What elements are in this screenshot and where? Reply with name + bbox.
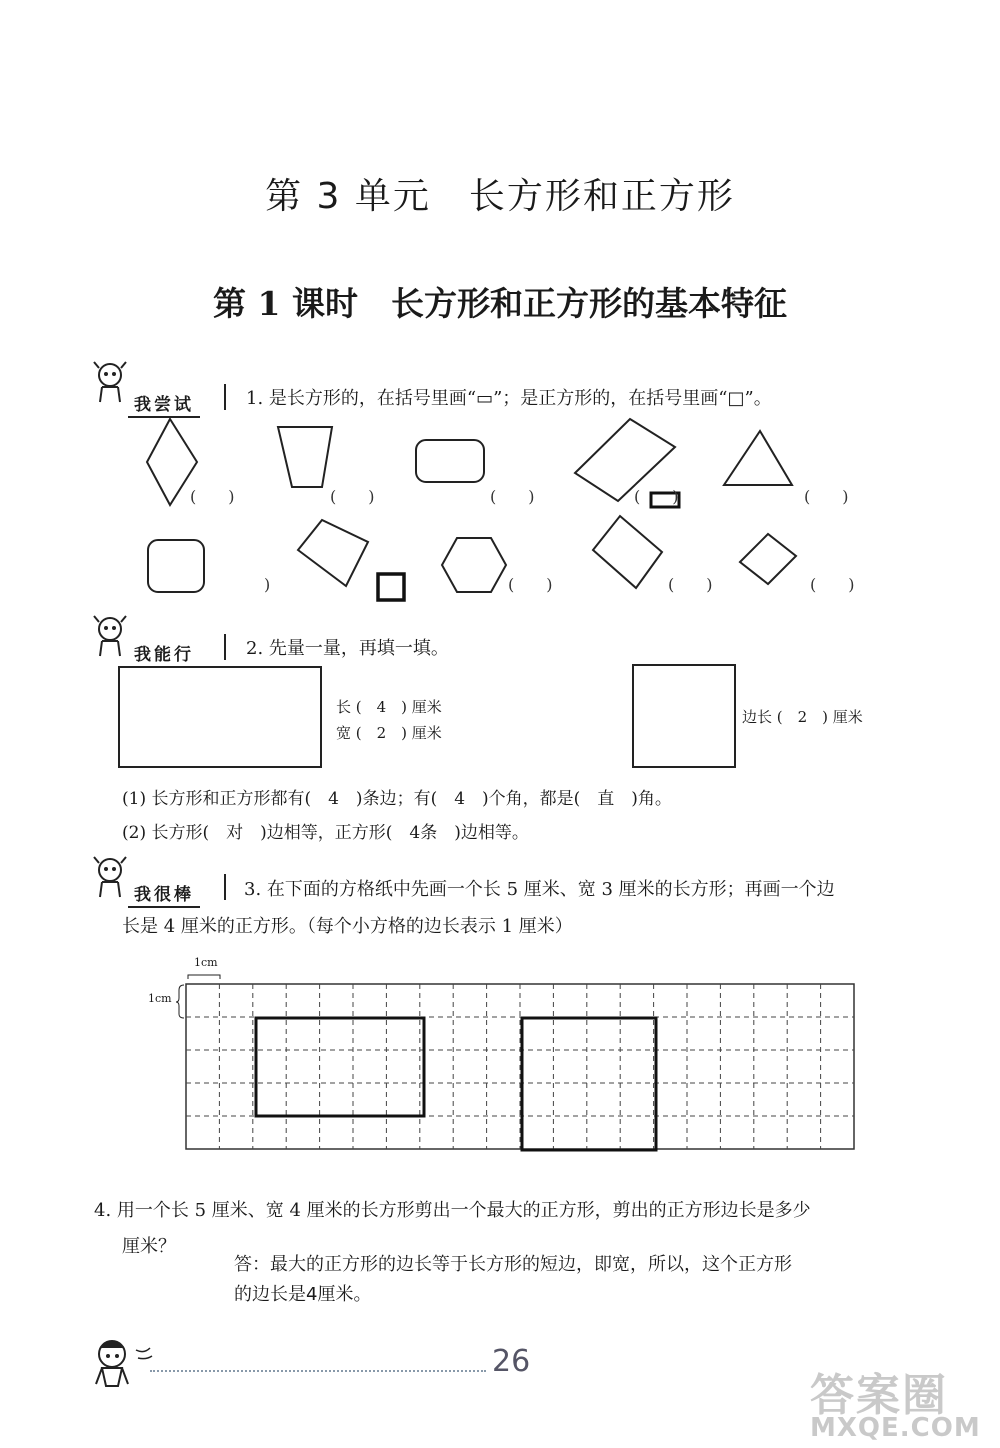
question-4-line-1: 4. 用一个长 5 厘米、宽 4 厘米的长方形剪出一个最大的正方形，剪出的正方形边长是多少 bbox=[94, 1200, 811, 1221]
diamond-shape bbox=[740, 534, 796, 584]
badge-label: 我能行 bbox=[128, 640, 200, 668]
badge-label: 我很棒 bbox=[128, 880, 200, 908]
grid-paper[interactable] bbox=[176, 966, 866, 1188]
measure-rectangle bbox=[118, 666, 322, 768]
page-number: 26 bbox=[492, 1344, 531, 1379]
square-answer-mark bbox=[378, 574, 404, 600]
unit-brace-top bbox=[188, 975, 220, 979]
question-3-line-1: 3. 在下面的方格纸中先画一个长 5 厘米、宽 3 厘米的长方形；再画一个边 bbox=[244, 879, 835, 900]
section3-badge bbox=[100, 862, 240, 908]
trapezoid-shape bbox=[278, 427, 332, 487]
question-2: 2. 先量一量，再填一填。 bbox=[246, 638, 449, 659]
answer-paren[interactable]: ( ) bbox=[810, 575, 855, 594]
section1-badge bbox=[100, 372, 240, 418]
unit-brace-left bbox=[176, 985, 184, 1018]
shapes-row-2 bbox=[120, 512, 880, 612]
watermark-text: 答案圈 bbox=[810, 1370, 948, 1421]
section2-badge bbox=[100, 622, 240, 668]
question-3-line-2: 长是 4 厘米的正方形。（每个小方格的边长表示 1 厘米） bbox=[122, 916, 573, 937]
footer-divider bbox=[150, 1370, 486, 1372]
question-4-line-2: 厘米？ bbox=[122, 1236, 176, 1257]
lesson-title: 第 1 课时 长方形和正方形的基本特征 bbox=[213, 284, 787, 323]
drawn-rectangle bbox=[256, 1018, 424, 1116]
triangle-shape bbox=[724, 431, 792, 485]
answer-paren[interactable]: ) bbox=[248, 575, 271, 594]
badge-divider bbox=[224, 634, 226, 660]
rectangle-width: 宽 ( 2 ) 厘米 bbox=[336, 724, 442, 742]
mascot-boy-icon bbox=[88, 1336, 158, 1396]
question-2-line-2: (2) 长方形( 对 )边相等，正方形( 4条 )边相等。 bbox=[122, 823, 529, 843]
badge-divider bbox=[224, 874, 226, 900]
answer-paren[interactable]: ( ) bbox=[804, 487, 849, 506]
question-2-line-1: (1) 长方形和正方形都有( 4 )条边；有( 4 )个角，都是( 直 )角。 bbox=[122, 789, 672, 809]
grid-unit-left: 1cm bbox=[148, 992, 172, 1005]
drawn-square bbox=[522, 1018, 656, 1150]
tilted-square-shape bbox=[298, 520, 368, 586]
answer-paren[interactable]: ( ) bbox=[634, 487, 679, 506]
tilted-square-shape bbox=[593, 516, 662, 588]
answer-paren[interactable]: ( ) bbox=[490, 487, 535, 506]
unit-title: 第 3 单元 长方形和正方形 bbox=[265, 176, 735, 217]
answer-4-line-2: 的边长是4厘米。 bbox=[234, 1284, 372, 1305]
rounded-rectangle-shape bbox=[416, 440, 484, 482]
answer-4-line-1: 答：最大的正方形的边长等于长方形的短边，即宽，所以，这个正方形 bbox=[234, 1254, 792, 1275]
badge-divider bbox=[224, 384, 226, 410]
question-1: 1. 是长方形的，在括号里画“▭”；是正方形的，在括号里画“□”。 bbox=[246, 388, 772, 409]
grid-unit-top: 1cm bbox=[194, 956, 218, 969]
watermark-url: MXQE.COM bbox=[810, 1413, 981, 1443]
badge-label: 我尝试 bbox=[128, 390, 200, 418]
rectangle-length: 长 ( 4 ) 厘米 bbox=[336, 698, 442, 716]
answer-paren[interactable]: ( ) bbox=[668, 575, 713, 594]
measure-square bbox=[632, 664, 736, 768]
grid-lines bbox=[186, 984, 854, 1149]
square-side: 边长 ( 2 ) 厘米 bbox=[742, 708, 863, 726]
answer-paren[interactable]: ( ) bbox=[330, 487, 375, 506]
watermark-logo bbox=[810, 1370, 990, 1443]
rounded-square-shape bbox=[148, 540, 204, 592]
answer-paren[interactable]: ( ) bbox=[508, 575, 553, 594]
hexagon-shape bbox=[442, 538, 506, 592]
answer-paren[interactable]: ( ) bbox=[190, 487, 235, 506]
